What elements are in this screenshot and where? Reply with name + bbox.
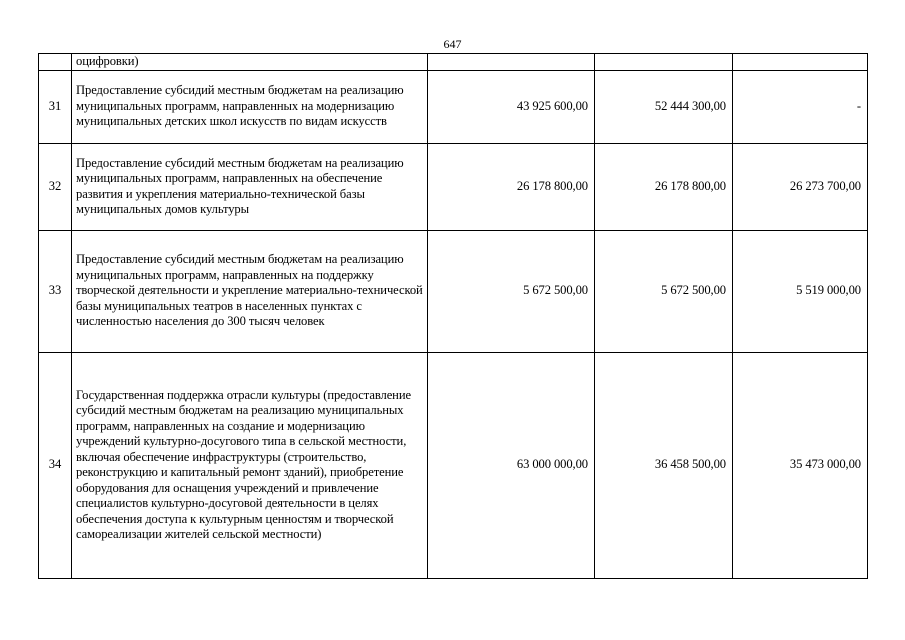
- amount-cell: 26 178 800,00: [428, 143, 595, 230]
- table-row: [39, 70, 868, 143]
- row-number: 34: [39, 352, 72, 578]
- amount-cell: 35 473 000,00: [733, 352, 868, 578]
- row-description: Государственная поддержка отрасли культуры (предоставление субсидий местным бюджетам на реализацию муниципальных программ, направленных на создание и модернизацию учреждений культурно-досугового типа в сельской местности, включая обеспечение инфраструктуры (строительство, реконструкцию и капитальный ремонт зданий), приобретение оборудования для оснащения учреждений и привлечение специалистов культурно-досуговой деятельности в целях обеспечения доступа к культурным ценностям и творческой самореализации жителей сельской местности): [72, 352, 428, 578]
- row-number: 33: [39, 230, 72, 352]
- amount-cell: 36 458 500,00: [595, 352, 733, 578]
- row-number: 32: [39, 143, 72, 230]
- amount-cell: 63 000 000,00: [428, 352, 595, 578]
- row-description: Предоставление субсидий местным бюджетам на реализацию муниципальных программ, направленных на обеспечение развития и укрепления материально-технической базы муниципальных домов культуры: [72, 143, 428, 230]
- table-row-continuation: [39, 54, 868, 71]
- amount-cell: 43 925 600,00: [428, 70, 595, 143]
- amount-cell: 26 178 800,00: [595, 143, 733, 230]
- budget-table: [38, 53, 868, 579]
- table-row: [39, 143, 868, 230]
- row-description: Предоставление субсидий местным бюджетам на реализацию муниципальных программ, направленных на модернизацию муниципальных детских школ искусств по видам искусств: [72, 70, 428, 143]
- amount-cell: 5 672 500,00: [428, 230, 595, 352]
- row-number-cell: [39, 54, 72, 71]
- amount-cell: 5 672 500,00: [595, 230, 733, 352]
- amount-cell: 5 519 000,00: [733, 230, 868, 352]
- row-description: Предоставление субсидий местным бюджетам на реализацию муниципальных программ, направленных на поддержку творческой деятельности и укрепление материально-технической базы муниципальных театров в населенных пунктах с численностью населения до 300 тысяч человек: [72, 230, 428, 352]
- amount-cell: [595, 54, 733, 71]
- page-number: 647: [443, 37, 462, 51]
- amount-cell: [733, 54, 868, 71]
- amount-cell: 26 273 700,00: [733, 143, 868, 230]
- table-row: [39, 230, 868, 352]
- table-row: [39, 352, 868, 578]
- row-description: оцифровки): [72, 54, 428, 71]
- amount-cell: -: [733, 70, 868, 143]
- amount-cell: 52 444 300,00: [595, 70, 733, 143]
- amount-cell: [428, 54, 595, 71]
- row-number: 31: [39, 70, 72, 143]
